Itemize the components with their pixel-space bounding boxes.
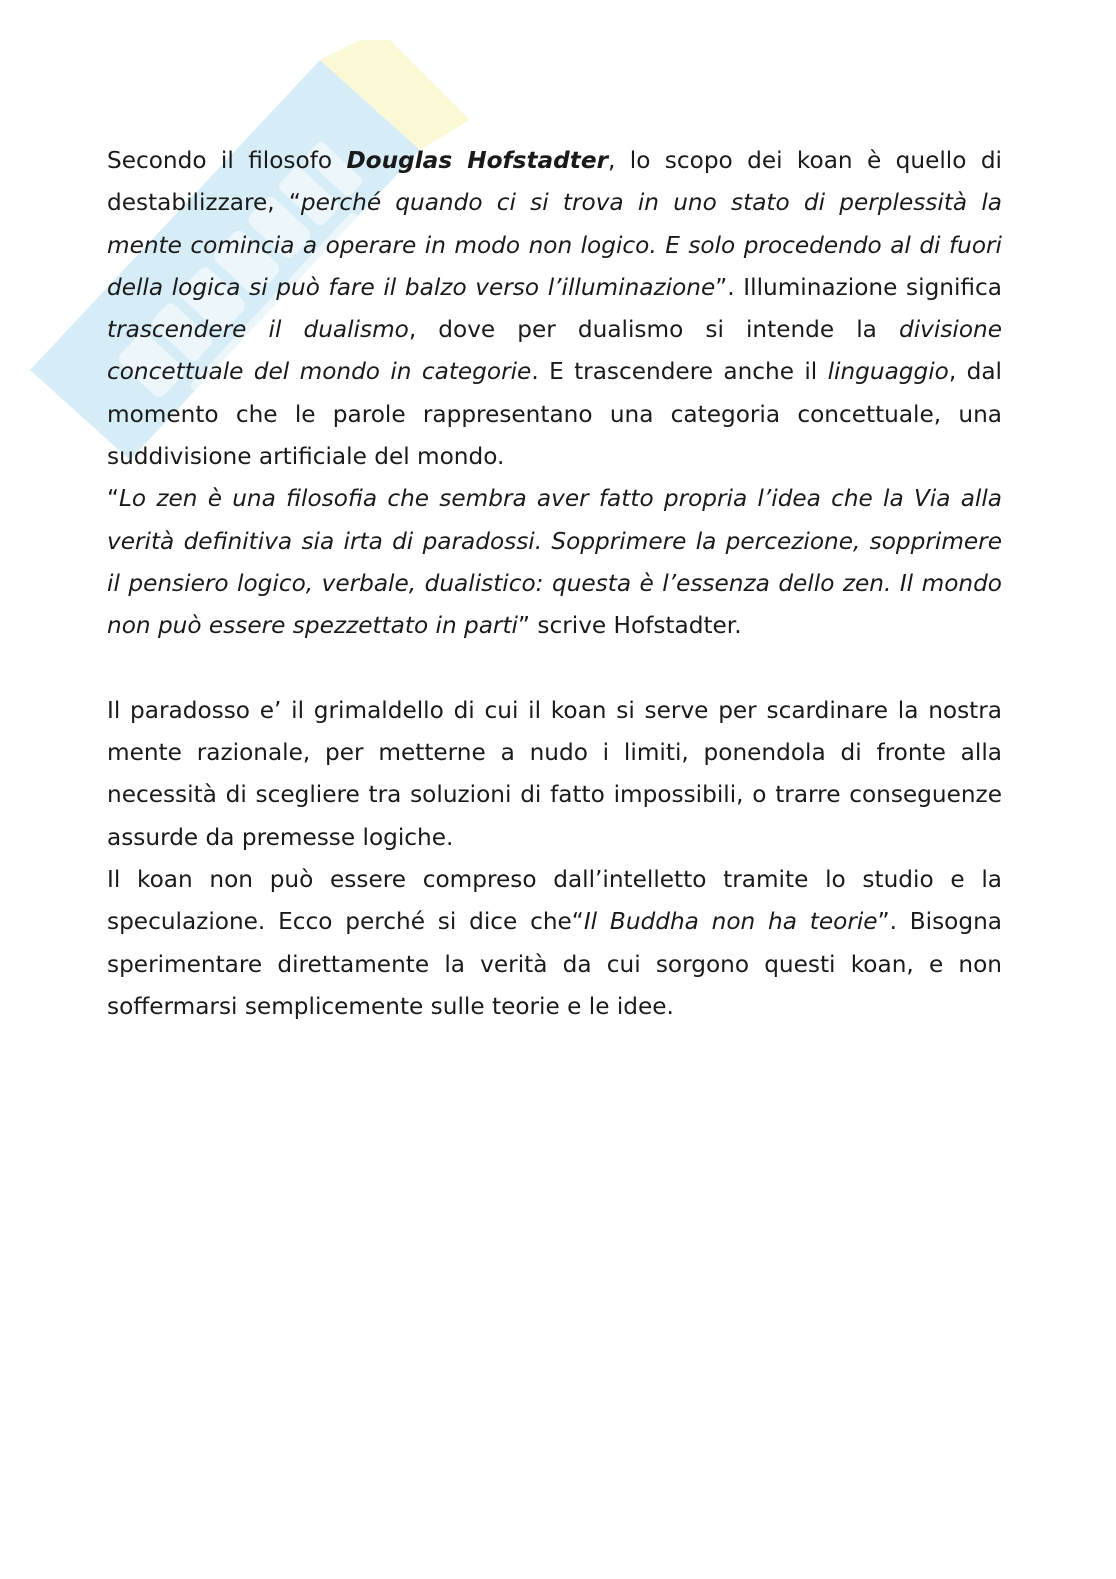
- paragraph-spacer: [107, 648, 1002, 690]
- text-run: , dove per dualismo si intende la: [408, 316, 899, 344]
- quote-italic: perché quando ci si trova in uno stato di perplessità la mente comincia a operare in modo non logico. E solo procedendo al di fuori della logica si può fare il balzo verso l’illuminazione: [107, 189, 1002, 301]
- emphasis-italic: Il Buddha non ha teorie: [583, 908, 878, 936]
- body-text: [107, 140, 1002, 1028]
- text-run: Il paradosso e’ il grimaldello di cui il koan si serve per scardinare la nostra mente razionale, per metterne a nudo i limiti, ponendola di fronte alla necessità di scegliere tra soluzioni di fatto impossibili, o trarre conseguenze assurde da premesse logiche.: [107, 696, 1002, 851]
- text-run: ”. Bisogna sperimentare direttamente la verità da cui sorgono questi koan, e non soffermarsi semplicemente sulle teorie e le idee.: [107, 908, 1002, 1020]
- author-name: Douglas Hofstadter: [346, 147, 609, 174]
- text-run: ”. Illuminazione significa: [715, 273, 1002, 301]
- text-run: ” scrive Hofstadter.: [518, 612, 742, 640]
- emphasis-italic: trascendere il dualismo: [107, 316, 409, 344]
- paragraph-paradox: [107, 690, 1002, 859]
- text-run: “: [107, 485, 120, 513]
- emphasis-italic: linguaggio: [827, 358, 949, 386]
- text-run: . E trascendere anche il: [531, 358, 828, 386]
- text-run: Secondo il filosofo: [107, 147, 347, 174]
- paragraph-hofstadter-intro: [107, 140, 1002, 478]
- text-run: , lo scopo dei koan è quello di destabilizzare, “: [107, 147, 1002, 217]
- emphasis-italic: divisione concettuale del mondo in categorie: [107, 316, 1002, 386]
- text-run: , dal momento che le parole rappresentano una categoria concettuale, una suddivisione artificiale del mondo.: [107, 358, 1002, 471]
- text-run: Il koan non può essere compreso dall’intelletto tramite lo studio e la speculazione. Ecco perché si dice che“: [107, 866, 1002, 936]
- paragraph-zen-quote: [107, 478, 1002, 647]
- quote-italic: Lo zen è una filosofia che sembra aver fatto propria l’idea che la Via alla verità definitiva sia irta di paradossi. Sopprimere la percezione, sopprimere il pensiero logico, verbale, dualistico: questa è l’essenza dello zen. Il mondo non può essere spezzettato in parti: [107, 485, 1002, 640]
- paragraph-koan-intellect: [107, 859, 1002, 1028]
